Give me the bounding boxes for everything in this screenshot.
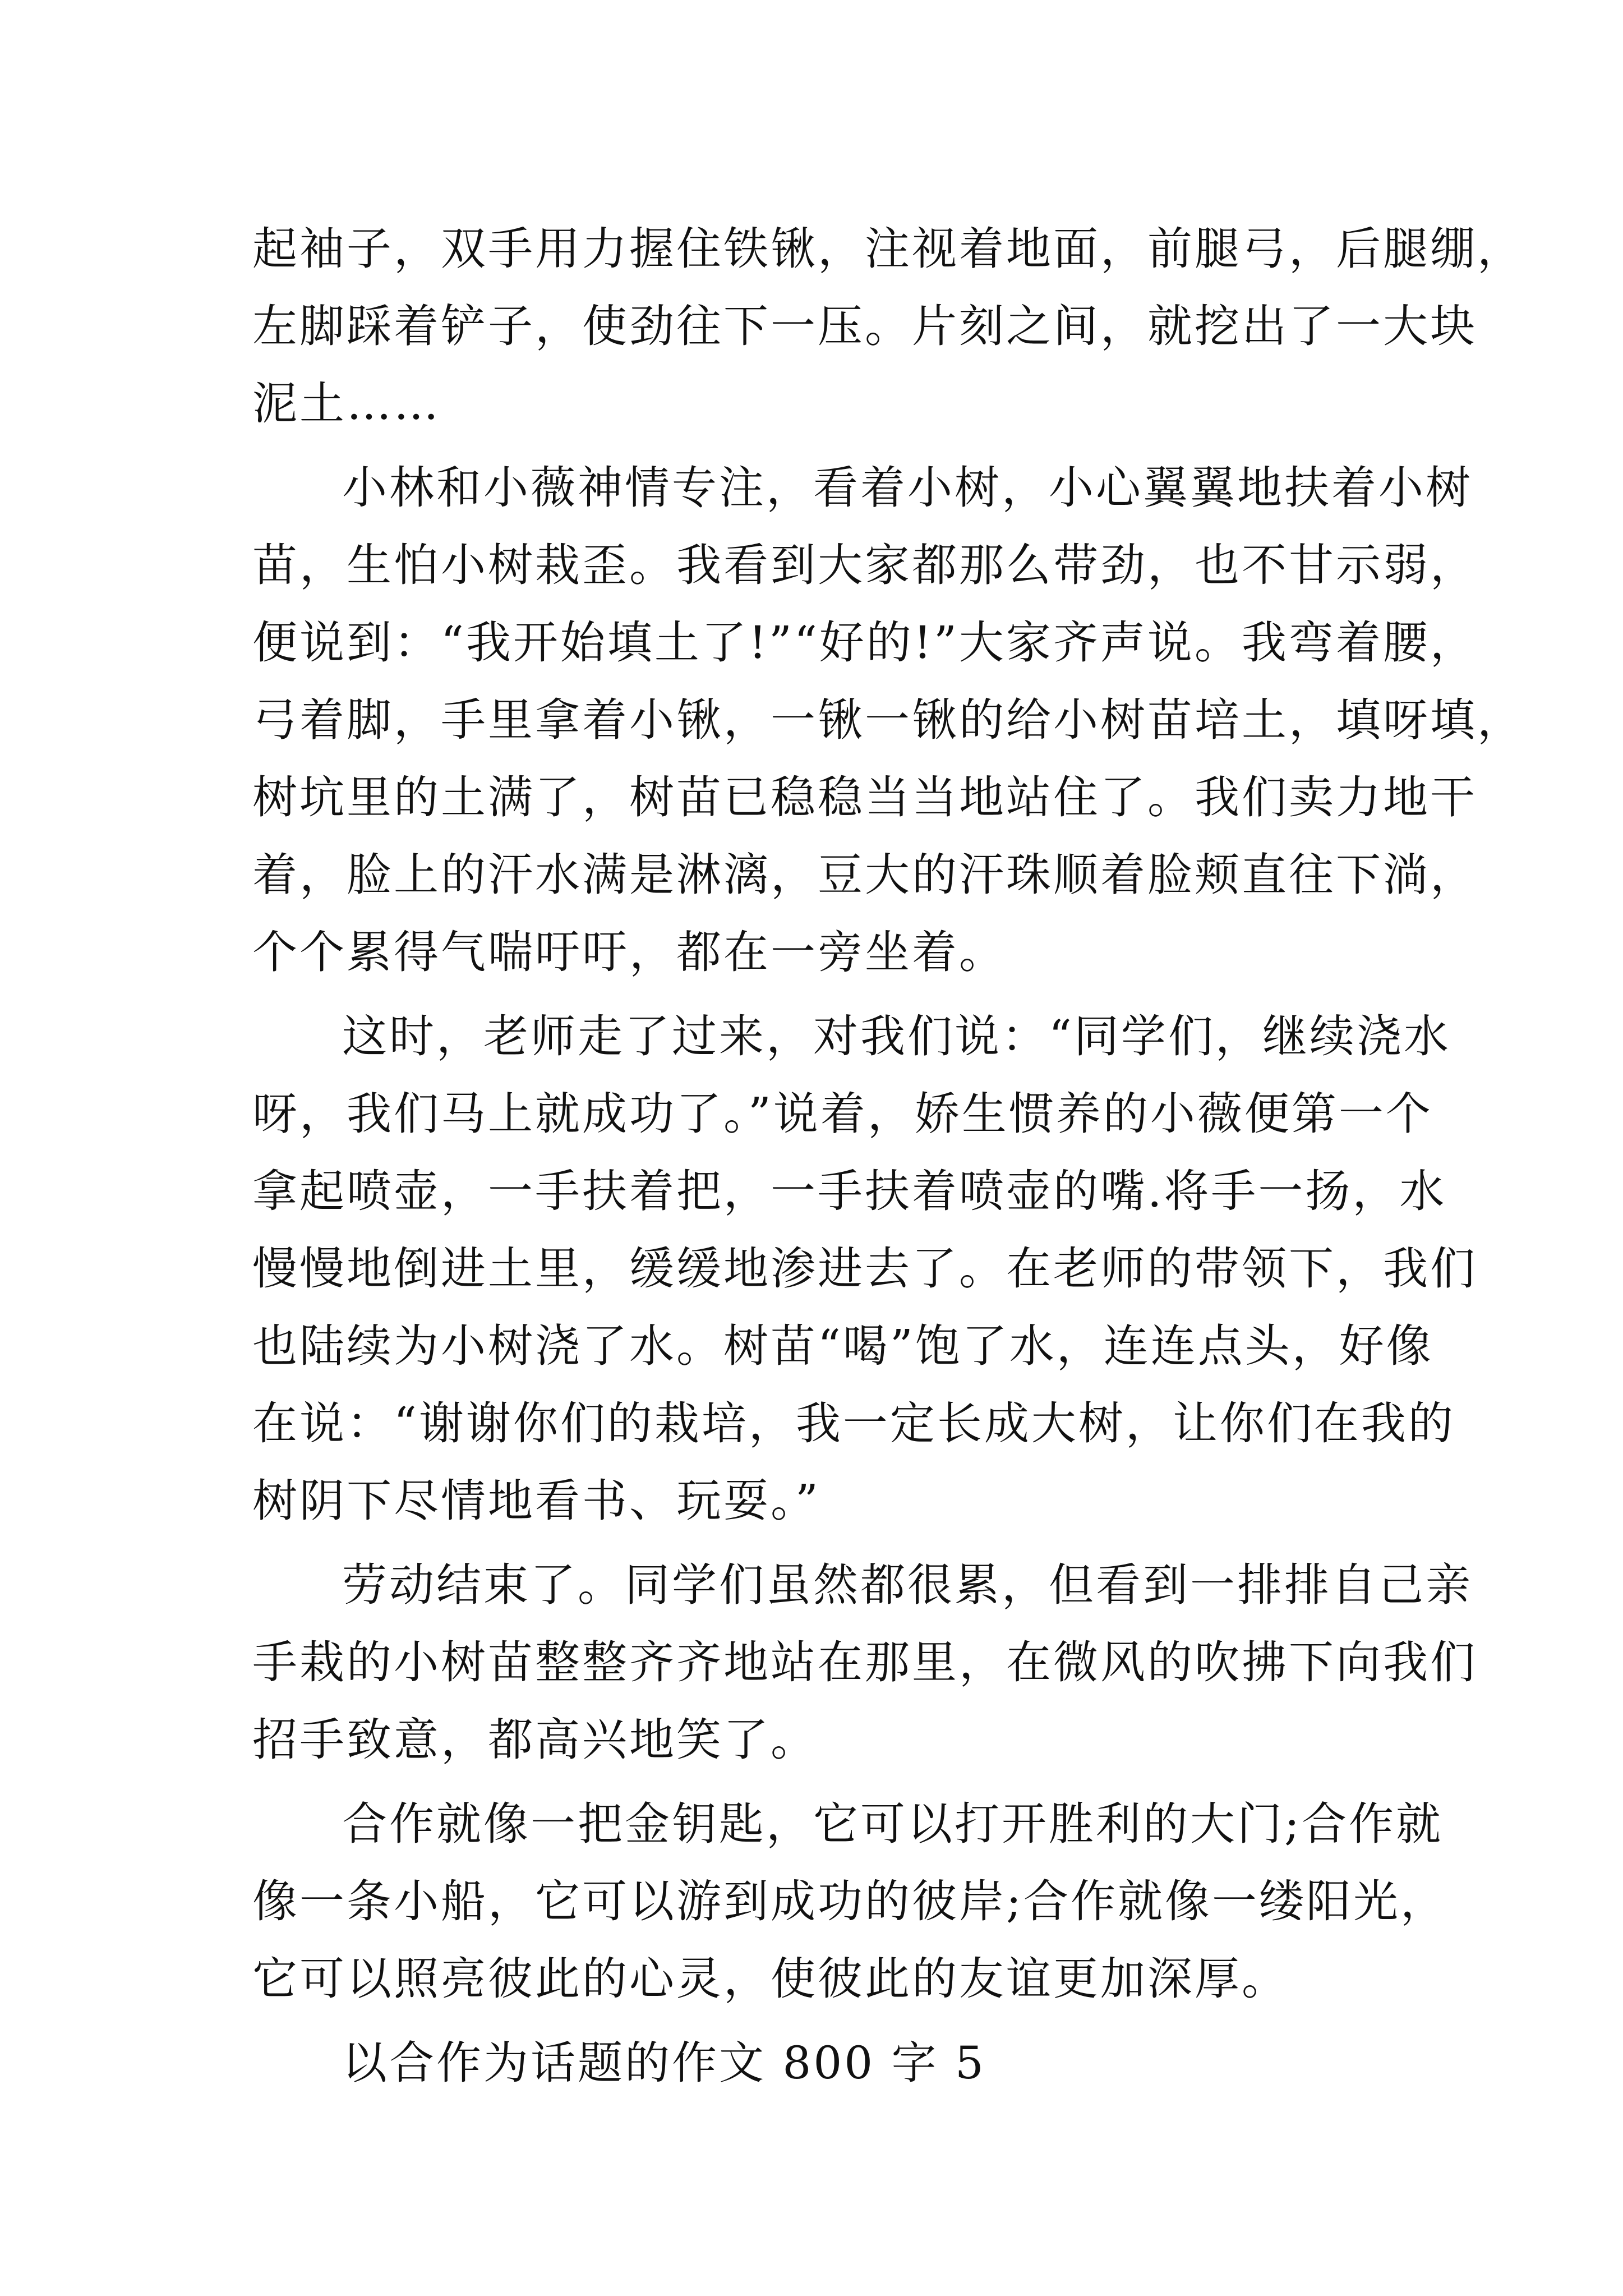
text-line: 弓着脚，手里拿着小锹，一锹一锹的给小树苗培土，填呀填， [252, 694, 1524, 746]
document-page [252, 210, 1524, 2102]
paragraph-4 [252, 1547, 1477, 1779]
text-line: 招手致意，都高兴地笑了。 [252, 1714, 818, 1766]
text-line: 劳动结束了。同学们虽然都很累，但看到一排排自己亲 [342, 1559, 1473, 1611]
text-line: 泥土…… [252, 378, 441, 430]
text-line: 合作就像一把金钥匙，它可以打开胜利的大门;合作就 [342, 1798, 1443, 1850]
text-line: 它可以照亮彼此的心灵，使彼此的友谊更加深厚。 [252, 1953, 1289, 2005]
heading-line: 以合作为话题的作文 800 字 5 [342, 2037, 986, 2089]
text-line: 像一条小船，它可以游到成功的彼岸;合作就像一缕阳光， [252, 1875, 1447, 1927]
text-line: 拿起喷壶，一手扶着把，一手扶着喷壶的嘴.将手一扬，水 [252, 1165, 1447, 1217]
text-line: 慢慢地倒进土里，缓缓地渗进去了。在老师的带领下，我们 [252, 1243, 1477, 1295]
text-line: 也陆续为小树浇了水。树苗“喝”饱了水，连连点头，好像 [252, 1320, 1433, 1372]
text-line: 这时，老师走了过来，对我们说：“同学们，继续浇水 [342, 1010, 1451, 1062]
paragraph-2 [252, 449, 1524, 991]
text-line: 树坑里的土满了，树苗已稳稳当当地站住了。我们卖力地干 [252, 771, 1477, 823]
paragraph-3 [252, 998, 1477, 1540]
text-line: 个个累得气喘吁吁，都在一旁坐着。 [252, 926, 1006, 978]
text-line: 便说到：“我开始填土了!”“好的!”大家齐声说。我弯着腰， [252, 616, 1477, 669]
text-line: 起袖子，双手用力握住铁锹，注视着地面，前腿弓，后腿绷， [252, 223, 1524, 275]
paragraph-5 [252, 1786, 1447, 2018]
text-line: 手栽的小树苗整整齐齐地站在那里，在微风的吹拂下向我们 [252, 1636, 1477, 1688]
text-line: 着，脸上的汗水满是淋漓，豆大的汗珠顺着脸颊直往下淌， [252, 849, 1477, 901]
text-line: 呀，我们马上就成功了。”说着，娇生惯养的小薇便第一个 [252, 1088, 1433, 1140]
text-line: 左脚踩着铲子，使劲往下一压。片刻之间，就挖出了一大块 [252, 300, 1477, 352]
paragraph-1 [252, 210, 1524, 443]
text-line: 苗，生怕小树栽歪。我看到大家都那么带劲，也不甘示弱， [252, 539, 1477, 591]
section-heading [252, 2024, 1394, 2102]
text-line: 小林和小薇神情专注，看着小树，小心翼翼地扶着小树 [342, 462, 1473, 514]
text-line: 在说：“谢谢你们的栽培，我一定长成大树，让你们在我的 [252, 1397, 1455, 1450]
text-line: 树阴下尽情地看书、玩耍。” [252, 1475, 820, 1527]
